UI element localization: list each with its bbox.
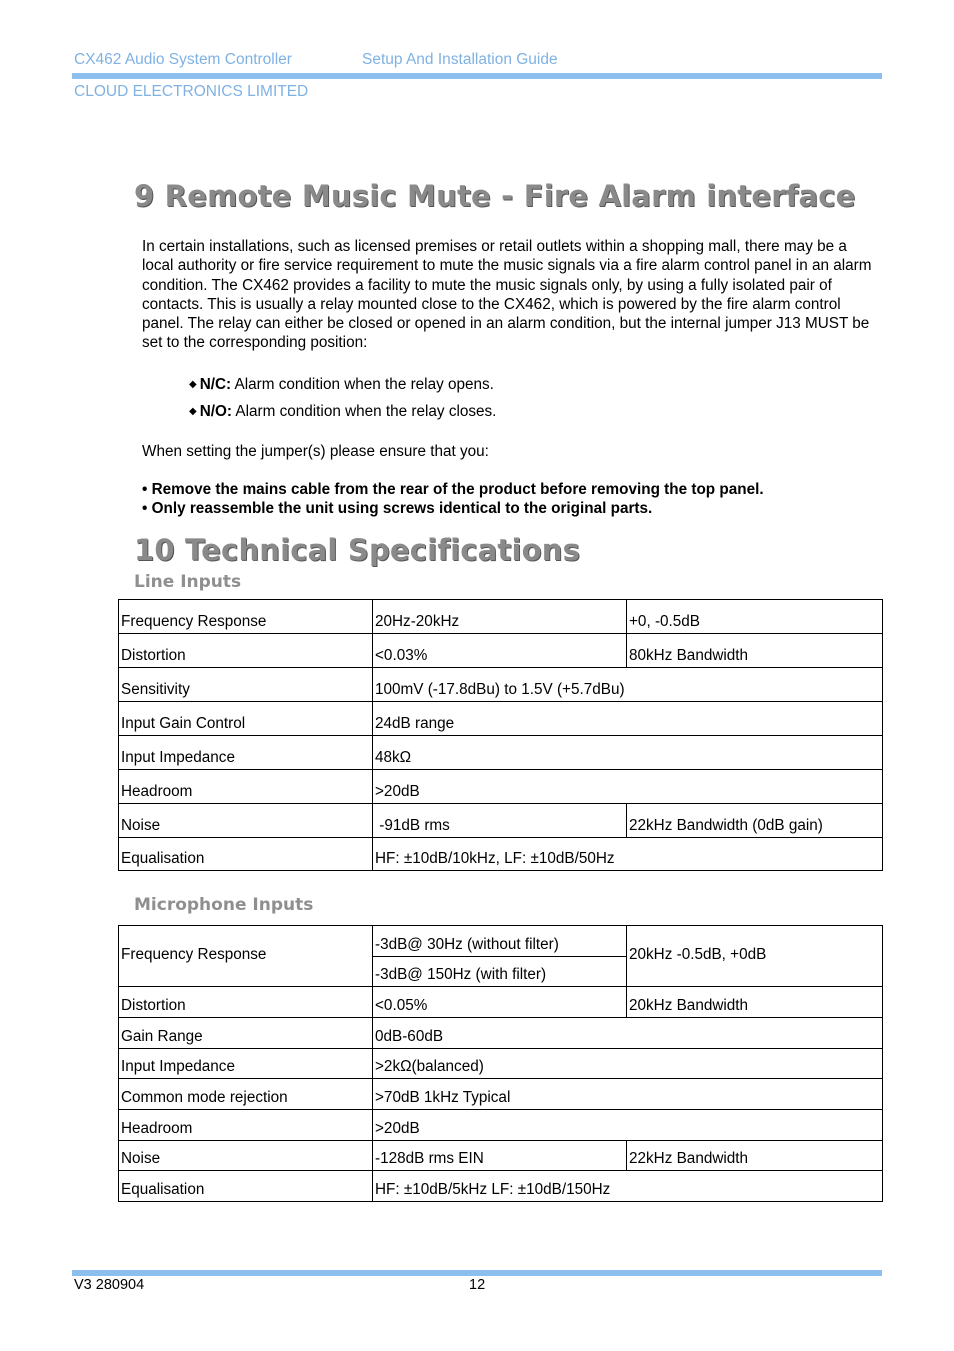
spec-value: -91dB rms: [373, 804, 627, 838]
spec-value: -3dB@ 30Hz (without filter): [373, 926, 627, 957]
spec-label: Input Gain Control: [119, 702, 373, 736]
spec-value: -3dB@ 150Hz (with filter): [373, 957, 627, 987]
table-row: [119, 1049, 883, 1079]
spec-value: 48kΩ: [373, 736, 883, 770]
table-row: [119, 1079, 883, 1110]
spec-value: HF: ±10dB/10kHz, LF: ±10dB/50Hz: [373, 838, 883, 871]
table-row: [119, 838, 883, 871]
table-row: [119, 1018, 883, 1049]
bullet-nc: [189, 376, 494, 394]
header-company: CLOUD ELECTRONICS LIMITED: [74, 83, 309, 100]
table-row: [119, 600, 883, 634]
bullet-no: [189, 403, 496, 421]
bullet-text: Alarm condition when the relay closes.: [232, 403, 497, 420]
warning-screws: • Only reassemble the unit using screws identical to the original parts.: [142, 500, 653, 517]
spec-value: 100mV (-17.8dBu) to 1.5V (+5.7dBu): [373, 668, 883, 702]
table-row: [119, 987, 883, 1018]
spec-label: Equalisation: [119, 1171, 373, 1202]
bullet-text: Alarm condition when the relay opens.: [231, 376, 494, 393]
table-row: [119, 634, 883, 668]
spec-label: Noise: [119, 804, 373, 838]
jumper-note: When setting the jumper(s) please ensure that you:: [142, 443, 489, 460]
spec-value: <0.05%: [373, 987, 627, 1018]
spec-label: Headroom: [119, 770, 373, 804]
spec-label: Distortion: [119, 634, 373, 668]
spec-value: -128dB rms EIN: [373, 1141, 627, 1171]
spec-note: 22kHz Bandwidth: [627, 1141, 883, 1171]
diamond-bullet-icon: ◆: [189, 406, 197, 417]
spec-value: HF: ±10dB/5kHz LF: ±10dB/150Hz: [373, 1171, 883, 1202]
diamond-bullet-icon: ◆: [189, 379, 197, 390]
line-inputs-heading: Line Inputs: [134, 572, 242, 592]
spec-value: >20dB: [373, 770, 883, 804]
section-9-intro: In certain installations, such as licensed premises or retail outlets within a shopping mall, there may be a local authority or fire service requirement to mute the music signals via a fire alarm control panel in an alarm condition. The CX462 provides a facility to mute the music signals only, by using a fully isolated pair of contacts. This is usually a relay mounted close to the CX462, which is powered by the fire alarm control panel. The relay can either be closed or opened in an alarm condition, but the internal jumper J13 MUST be set to the corresponding position:: [142, 238, 872, 352]
header-rule: [72, 73, 882, 79]
spec-value: <0.03%: [373, 634, 627, 668]
line-inputs-table: [118, 599, 883, 871]
table-row: [119, 736, 883, 770]
mic-inputs-heading: Microphone Inputs: [134, 895, 314, 915]
spec-label: Sensitivity: [119, 668, 373, 702]
table-row: [119, 770, 883, 804]
spec-note: 22kHz Bandwidth (0dB gain): [627, 804, 883, 838]
spec-label: Headroom: [119, 1110, 373, 1141]
spec-label: Distortion: [119, 987, 373, 1018]
spec-note: 20kHz Bandwidth: [627, 987, 883, 1018]
spec-label: Noise: [119, 1141, 373, 1171]
spec-label: Frequency Response: [119, 600, 373, 634]
table-row: [119, 804, 883, 838]
table-row: [119, 668, 883, 702]
table-row: [119, 1110, 883, 1141]
warning-mains: • Remove the mains cable from the rear of the product before removing the top panel.: [142, 481, 764, 498]
footer-rule: [72, 1270, 882, 1276]
page-number: 12: [469, 1277, 486, 1293]
spec-label: Input Impedance: [119, 1049, 373, 1079]
spec-label: Frequency Response: [119, 926, 373, 987]
spec-value: >20dB: [373, 1110, 883, 1141]
bullet-term: N/O:: [199, 403, 232, 420]
footer-version: V3 280904: [74, 1277, 145, 1293]
spec-note: 80kHz Bandwidth: [627, 634, 883, 668]
table-row: [119, 1171, 883, 1202]
section-10-title: 10 Technical Specifications: [134, 533, 581, 567]
bullet-term: N/C:: [199, 376, 232, 393]
spec-label: Equalisation: [119, 838, 373, 871]
table-row: [119, 1141, 883, 1171]
header-product: CX462 Audio System Controller: [74, 51, 292, 68]
spec-note: +0, -0.5dB: [627, 600, 883, 634]
header-guide: Setup And Installation Guide: [362, 51, 558, 68]
spec-note: 20kHz -0.5dB, +0dB: [627, 926, 883, 987]
spec-label: Gain Range: [119, 1018, 373, 1049]
spec-value: >70dB 1kHz Typical: [373, 1079, 883, 1110]
table-row: [119, 926, 883, 957]
section-9-title: 9 Remote Music Mute - Fire Alarm interface: [134, 179, 856, 213]
spec-value: 20Hz-20kHz: [373, 600, 627, 634]
spec-value: 24dB range: [373, 702, 883, 736]
mic-inputs-table: [118, 925, 883, 1202]
spec-label: Input Impedance: [119, 736, 373, 770]
spec-value: >2kΩ(balanced): [373, 1049, 883, 1079]
spec-value: 0dB-60dB: [373, 1018, 883, 1049]
table-row: [119, 702, 883, 736]
spec-label: Common mode rejection: [119, 1079, 373, 1110]
